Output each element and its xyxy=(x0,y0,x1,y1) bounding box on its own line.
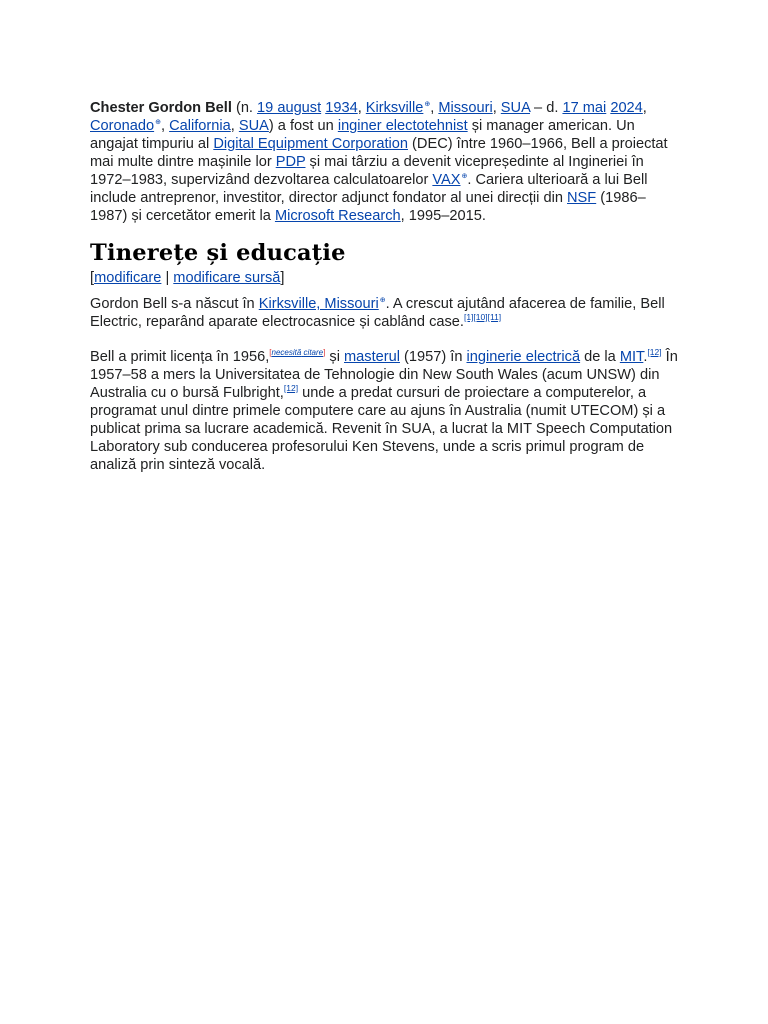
citation-ref-11[interactable]: [11] xyxy=(487,312,502,323)
external-link-icon: ⊕ xyxy=(461,173,468,180)
citation-ref-12[interactable]: [12] xyxy=(283,383,299,394)
citation-ref-12[interactable]: [12] xyxy=(647,347,662,358)
link-birth-date[interactable]: 19 august xyxy=(257,100,322,116)
text: , xyxy=(492,100,501,116)
bracket: ] xyxy=(280,270,285,286)
link-birth-country[interactable]: SUA xyxy=(500,100,530,116)
text: . xyxy=(643,349,648,365)
article-body xyxy=(90,99,682,474)
text: . A crescut ajutând afacerea de familie, Bell Electric, reparând aparate electrocasnice și cablând case. xyxy=(90,296,665,330)
text: ) a fost un xyxy=(268,118,338,134)
external-link-icon: ⊕ xyxy=(379,297,386,304)
link-microsoft-research[interactable]: Microsoft Research xyxy=(274,208,401,224)
citation-ref-1[interactable]: [1] xyxy=(463,312,474,323)
text: . Cariera ulterioară a lui Bell include antreprenor, investitor, director adjunct fondator al unei direcții din xyxy=(90,172,648,206)
text: Gordon Bell s-a născut în xyxy=(90,296,259,312)
text: unde a predat cursuri de proiectare a computerelor, a programat unul dintre primele computere care au ajuns în Australia (numit UTECOM) și a publicat prima sa lucrare academică. Revenit în SUA, a lucrat la MIT Speech Computation Laboratory sub conducerea profesorului Ken Stevens, unde a scris primul program de analiză prin sinteză vocală. xyxy=(90,385,673,473)
link-birth-state[interactable]: Missouri xyxy=(438,100,493,116)
link-death-country[interactable]: SUA xyxy=(238,118,269,134)
link-death-year[interactable]: 2024 xyxy=(610,100,643,116)
text: (DEC) între 1960–1966, Bell a proiectat mai multe dintre mașinile lor xyxy=(90,136,668,170)
text: , xyxy=(642,100,647,116)
citation-ref-10[interactable]: [10] xyxy=(473,312,488,323)
link-death-state[interactable]: California xyxy=(169,118,231,134)
bracket: ] xyxy=(323,348,326,358)
text: , xyxy=(430,100,439,116)
link-mit[interactable]: MIT xyxy=(619,349,644,365)
text: și mai târziu a devenit vicepreședinte al Ingineriei în 1972–1983, supervizând dezvoltarea calculatoarelor xyxy=(90,154,644,188)
link-death-city[interactable] xyxy=(90,118,161,134)
birth-paragraph xyxy=(90,295,682,331)
bracket: [ xyxy=(269,348,272,358)
subject-name: Chester Gordon Bell xyxy=(90,100,232,116)
link-text: Coronado xyxy=(90,118,155,134)
link-electrical-engineering[interactable]: inginerie electrică xyxy=(466,349,581,365)
edit-source-link[interactable]: modificare sursă xyxy=(173,270,281,286)
text: Bell a primit licența în 1956, xyxy=(90,349,270,365)
link-birth-city[interactable] xyxy=(366,100,430,116)
link-kirksville-missouri[interactable] xyxy=(259,296,386,312)
external-link-icon: ⊕ xyxy=(424,101,431,108)
citation-needed-tag xyxy=(269,348,325,357)
citation-group xyxy=(464,312,501,322)
text: În 1957–58 a mers la Universitatea de Tehnologie din New South Wales (acum UNSW) din Australia cu o bursă Fulbright, xyxy=(90,349,678,401)
text: , xyxy=(160,118,170,134)
link-profession[interactable]: inginer electotehnist xyxy=(337,118,468,134)
link-text: Kirksville, Missouri xyxy=(258,296,379,312)
text: și xyxy=(325,349,344,365)
text: (1957) în xyxy=(399,349,467,365)
section-heading: Tinerețe și educație xyxy=(90,240,346,266)
link-text: VAX xyxy=(432,172,461,188)
external-link-icon: ⊕ xyxy=(155,119,161,126)
link-pdp[interactable]: PDP xyxy=(275,154,306,170)
section-edit-links xyxy=(90,269,682,287)
citation-needed-link[interactable] xyxy=(272,348,324,357)
text: (n. xyxy=(231,100,258,116)
text: de la xyxy=(580,349,620,365)
link-birth-year[interactable]: 1934 xyxy=(325,100,358,116)
link-text: citare xyxy=(303,348,324,358)
link-masters[interactable]: masterul xyxy=(344,349,400,365)
text: și manager american. Un angajat timpuriu al xyxy=(90,118,635,152)
text: , 1995–2015. xyxy=(400,208,486,224)
link-company[interactable]: Digital Equipment Corporation xyxy=(213,136,408,152)
link-nsf[interactable]: NSF xyxy=(567,190,597,206)
text: , xyxy=(230,118,239,134)
text: , xyxy=(357,100,366,116)
education-paragraph xyxy=(90,348,682,474)
link-text: necesită xyxy=(271,348,302,358)
link-vax[interactable] xyxy=(432,172,467,188)
edit-section-link[interactable]: modificare xyxy=(94,270,162,286)
text: (1986–1987) și cercetător emerit la xyxy=(90,190,646,224)
lead-paragraph xyxy=(90,99,682,225)
separator: | xyxy=(161,270,174,286)
bracket: [ xyxy=(90,270,95,286)
citation-group xyxy=(284,383,298,393)
link-text: Kirksville xyxy=(365,100,424,116)
text: – d. xyxy=(530,100,563,116)
citation-group xyxy=(647,347,661,357)
link-death-date[interactable]: 17 mai xyxy=(562,100,607,116)
